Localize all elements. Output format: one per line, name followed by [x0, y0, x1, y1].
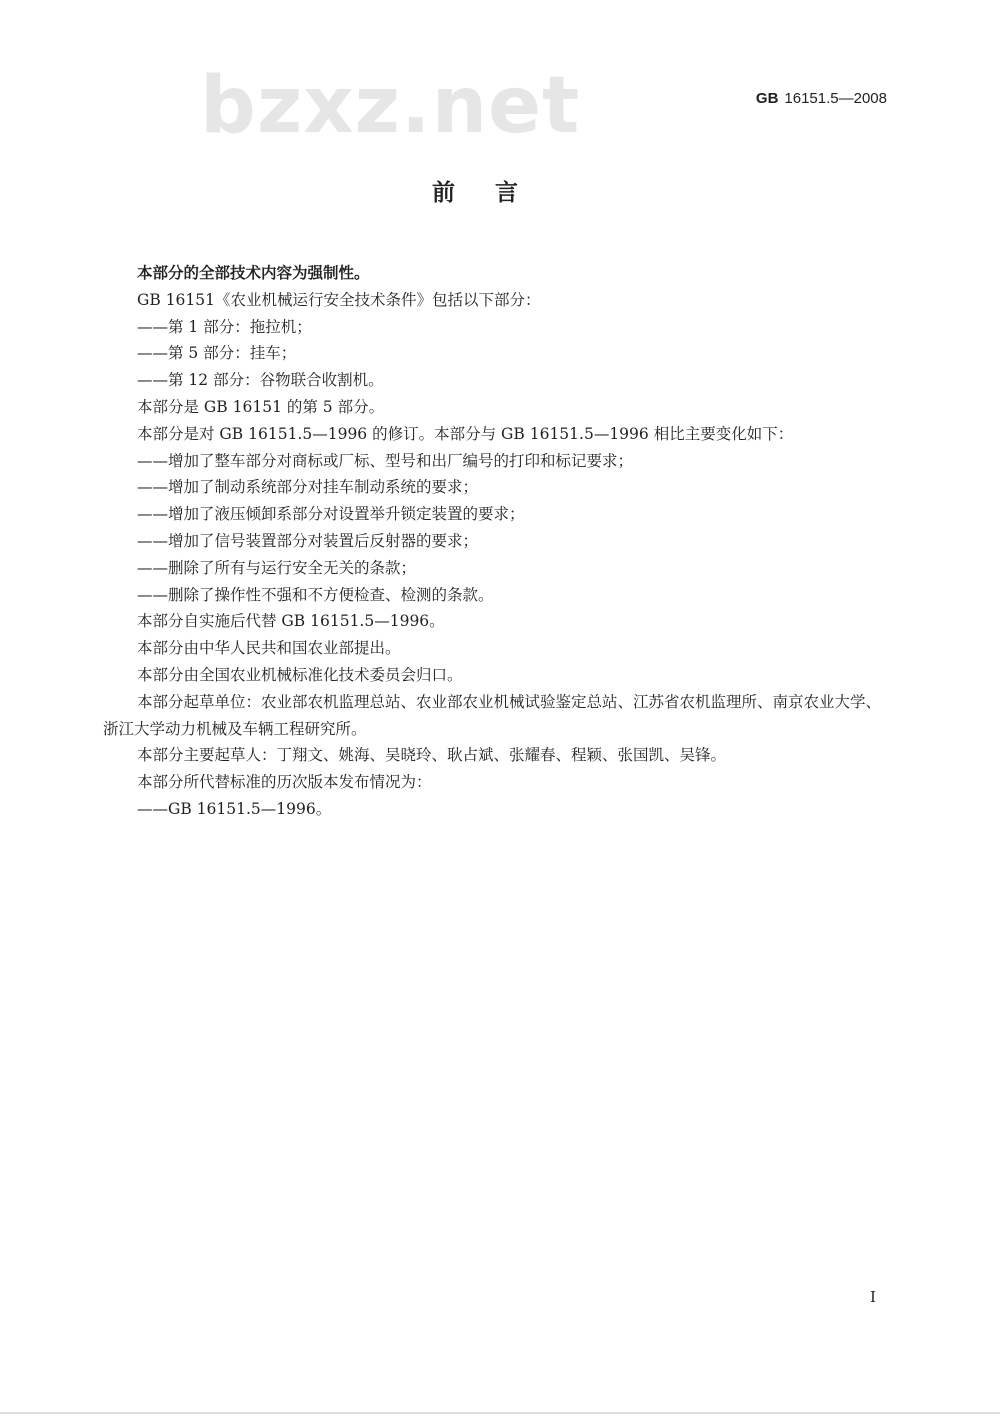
list-item: ——增加了液压倾卸系部分对设置举升锁定装置的要求； [137, 505, 525, 524]
paragraph: 本部分是对 GB 16151.5—1996 的修订。本部分与 GB 16151.5—1996 相比主要变化如下： [137, 424, 794, 443]
paragraph: 本部分所代替标准的历次版本发布情况为： [137, 773, 432, 792]
standard-prefix: GB [755, 90, 779, 107]
list-item: ——增加了整车部分对商标或厂标、型号和出厂编号的打印和标记要求； [137, 451, 634, 470]
list-item: ——增加了制动系统部分对挂车制动系统的要求； [137, 478, 479, 497]
list-item: ——删除了操作性不强和不方便检查、检测的条款。 [137, 585, 494, 604]
list-item: ——第 12 部分：谷物联合收割机。 [137, 371, 384, 390]
page-title: 前言 [432, 180, 558, 206]
page-number: I [870, 1288, 876, 1306]
list-item: ——删除了所有与运行安全无关的条款； [137, 558, 417, 577]
foreword-body [103, 260, 893, 823]
list-item: ——第 1 部分：拖拉机； [137, 317, 312, 336]
paragraph: 本部分主要起草人：丁翔文、姚海、吴晓玲、耿占斌、张耀春、程颖、张国凯、吴锋。 [137, 746, 727, 765]
paragraph: 本部分的全部技术内容为强制性。 [137, 264, 370, 282]
watermark: bzxz.net [200, 61, 581, 151]
list-item: ——GB 16151.5—1996。 [137, 799, 332, 818]
paragraph: 本部分由中华人民共和国农业部提出。 [137, 639, 401, 658]
list-item: ——第 5 部分：挂车； [137, 344, 297, 363]
standard-number [756, 90, 887, 107]
paragraph: 本部分是 GB 16151 的第 5 部分。 [137, 397, 385, 416]
paragraph: 本部分起草单位：农业部农机监理总站、农业部农业机械试验鉴定总站、江苏省农机监理所、南京农业大学、浙江大学动力机械及车辆工程研究所。 [103, 692, 882, 738]
list-item: ——增加了信号装置部分对装置后反射器的要求； [137, 531, 479, 550]
paragraph: GB 16151《农业机械运行安全技术条件》包括以下部分： [137, 290, 541, 309]
paragraph: 本部分自实施后代替 GB 16151.5—1996。 [137, 612, 445, 631]
paragraph: 本部分由全国农业机械标准化技术委员会归口。 [137, 665, 463, 684]
standard-code: 16151.5—2008 [784, 90, 887, 107]
